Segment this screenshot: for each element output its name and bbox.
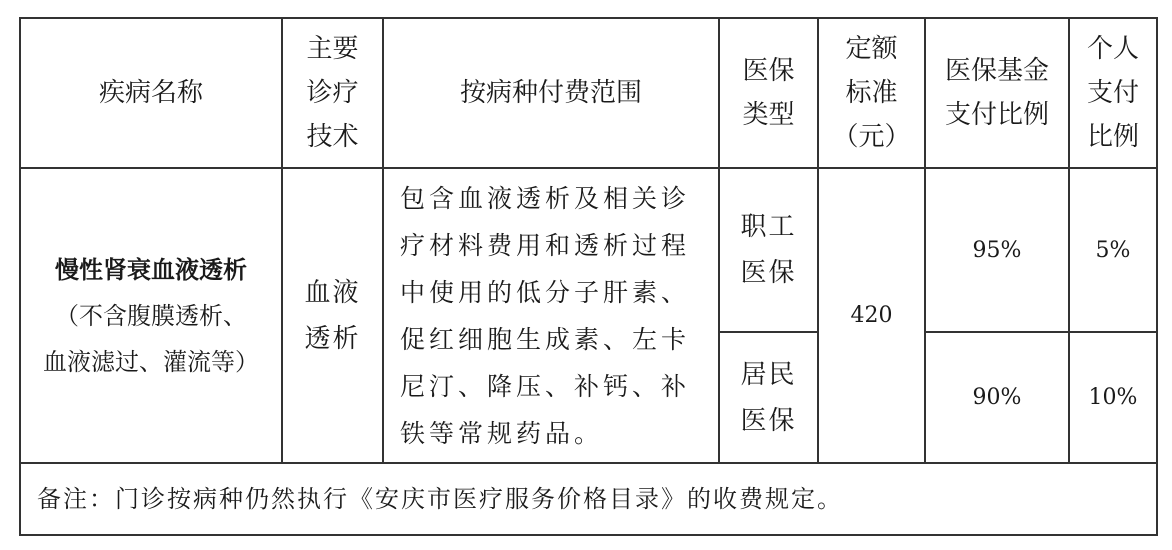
fund-ratio-employee: 95%	[925, 168, 1069, 332]
type-cell-resident: 居民 医保	[719, 332, 818, 463]
note-row	[20, 463, 1157, 535]
header-quota: 定额 标准 （元）	[818, 18, 925, 168]
fund-ratio-resident: 90%	[925, 332, 1069, 463]
header-scope: 按病种付费范围	[383, 18, 719, 168]
header-row	[20, 18, 1157, 168]
disease-title: 慢性肾衰血液透析	[55, 255, 247, 284]
quota-cell: 420	[818, 168, 925, 463]
header-insurance-type: 医保 类型	[719, 18, 818, 168]
disease-cell	[20, 168, 282, 463]
tech-cell: 血液 透析	[282, 168, 383, 463]
header-fund-ratio: 医保基金 支付比例	[925, 18, 1069, 168]
header-disease-name: 疾病名称	[20, 18, 282, 168]
header-main-tech: 主要 诊疗 技术	[282, 18, 383, 168]
personal-ratio-employee: 5%	[1069, 168, 1157, 332]
type-cell-employee: 职工 医保	[719, 168, 818, 332]
scope-cell: 包含血液透析及相关诊疗材料费用和透析过程中使用的低分子肝素、促红细胞生成素、左卡尼汀、降压、补钙、补铁等常规药品。	[383, 168, 719, 463]
disease-exclusion: 血液滤过、灌流等）	[43, 347, 259, 376]
table-row	[20, 168, 1157, 332]
header-personal-ratio: 个人 支付 比例	[1069, 18, 1157, 168]
note-cell: 备注：门诊按病种仍然执行《安庆市医疗服务价格目录》的收费规定。	[20, 463, 1157, 535]
personal-ratio-resident: 10%	[1069, 332, 1157, 463]
payment-standard-table	[19, 17, 1158, 536]
disease-exclusion: （不含腹膜透析、	[55, 301, 247, 330]
